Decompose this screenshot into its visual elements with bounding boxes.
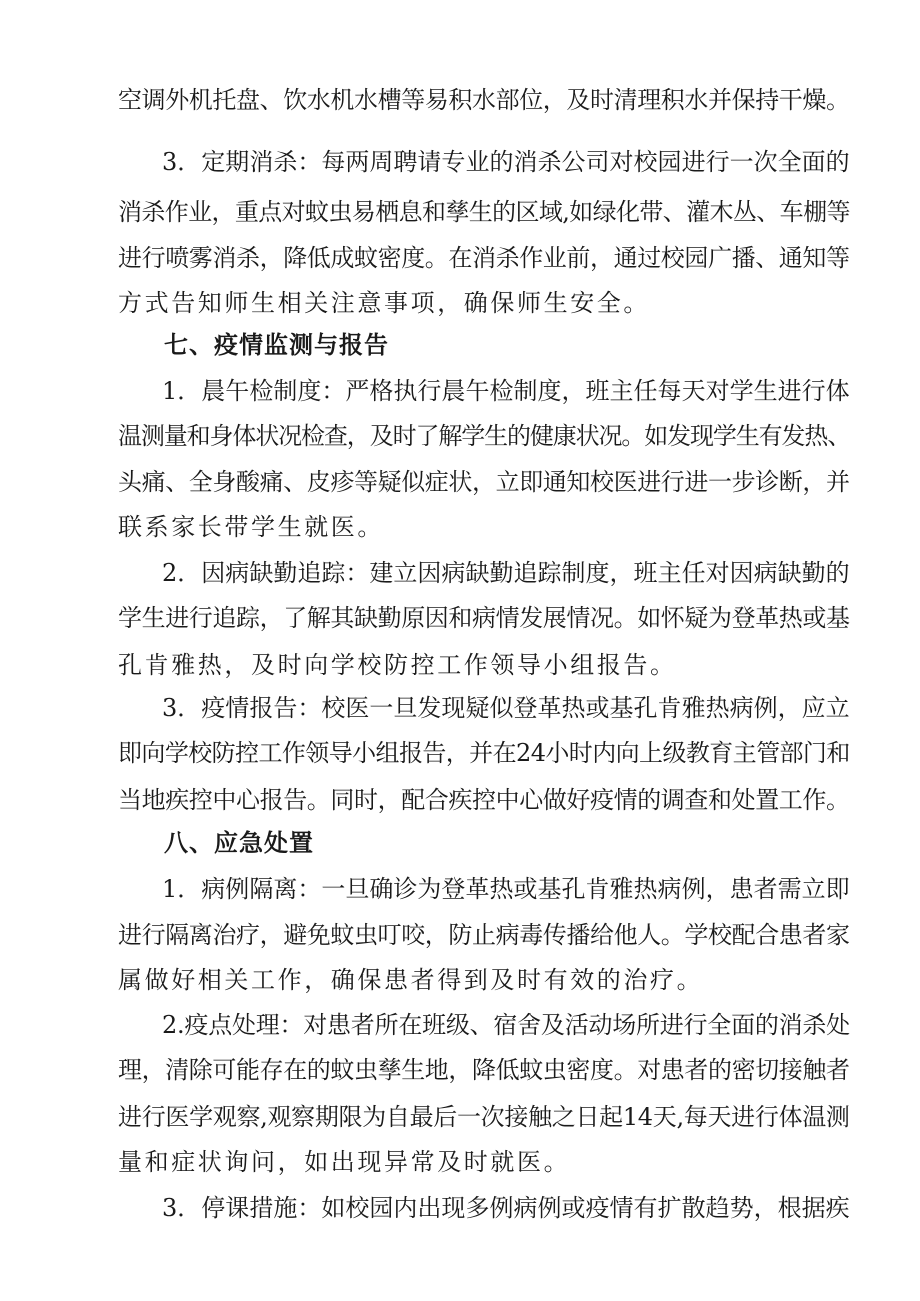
paragraph-line: 孔肯雅热，及时向学校防控工作领导小组报告。 <box>118 651 677 679</box>
paragraph-line: 量和症状询问，如出现异常及时就医。 <box>118 1148 571 1176</box>
paragraph-line: 空调外机托盘、饮水机水槽等易积水部位，及时清理积水并保持干燥。 <box>118 86 850 114</box>
paragraph-line: 3．停课措施：如校园内出现多例病例或疫情有扩散趋势，根据疾 <box>162 1194 850 1222</box>
section-heading: 七、疫情监测与报告 <box>164 331 389 359</box>
paragraph-line: 学生进行追踪，了解其缺勤原因和病情发展情况。如怀疑为登革热或基 <box>118 604 850 632</box>
paragraph-line: 属做好相关工作，确保患者得到及时有效的治疗。 <box>118 966 704 994</box>
paragraph-line: 2．因病缺勤追踪：建立因病缺勤追踪制度，班主任对因病缺勤的 <box>162 559 850 587</box>
paragraph-line: 1．晨午检制度：严格执行晨午检制度，班主任每天对学生进行体 <box>162 377 850 405</box>
paragraph-line: 即向学校防控工作领导小组报告，并在24小时内向上级教育主管部门和 <box>118 739 850 767</box>
paragraph-line: 进行医学观察,观察期限为自最后一次接触之日起14天,每天进行体温测 <box>118 1103 850 1131</box>
paragraph-line: 方式告知师生相关注意事项，确保师生安全。 <box>118 289 650 317</box>
paragraph-line: 3．疫情报告：校医一旦发现疑似登革热或基孔肯雅热病例，应立 <box>162 694 850 722</box>
paragraph-line: 理，清除可能存在的蚊虫孳生地，降低蚊虫密度。对患者的密切接触者 <box>118 1056 850 1084</box>
paragraph-line: 当地疾控中心报告。同时，配合疾控中心做好疫情的调查和处置工作。 <box>118 786 850 814</box>
paragraph-line: 2.疫点处理：对患者所在班级、宿舍及活动场所进行全面的消杀处 <box>162 1011 850 1039</box>
paragraph-line: 进行隔离治疗，避免蚊虫叮咬，防止病毒传播给他人。学校配合患者家 <box>118 921 850 949</box>
paragraph-line: 温测量和身体状况检查，及时了解学生的健康状况。如发现学生有发热、 <box>118 422 851 450</box>
paragraph-line: 联系家长带学生就医。 <box>118 513 384 541</box>
paragraph-line: 1．病例隔离：一旦确诊为登革热或基孔肯雅热病例，患者需立即 <box>162 875 850 903</box>
section-heading: 八、应急处置 <box>164 829 314 857</box>
paragraph-line: 头痛、全身酸痛、皮疹等疑似症状，立即通知校医进行进一步诊断，并 <box>118 468 850 496</box>
paragraph-line: 3．定期消杀：每两周聘请专业的消杀公司对校园进行一次全面的 <box>162 148 850 176</box>
paragraph-line: 进行喷雾消杀，降低成蚊密度。在消杀作业前，通过校园广播、通知等 <box>118 244 850 272</box>
paragraph-line: 消杀作业，重点对蚊虫易栖息和孳生的区域,如绿化带、灌木丛、车棚等 <box>118 198 850 226</box>
